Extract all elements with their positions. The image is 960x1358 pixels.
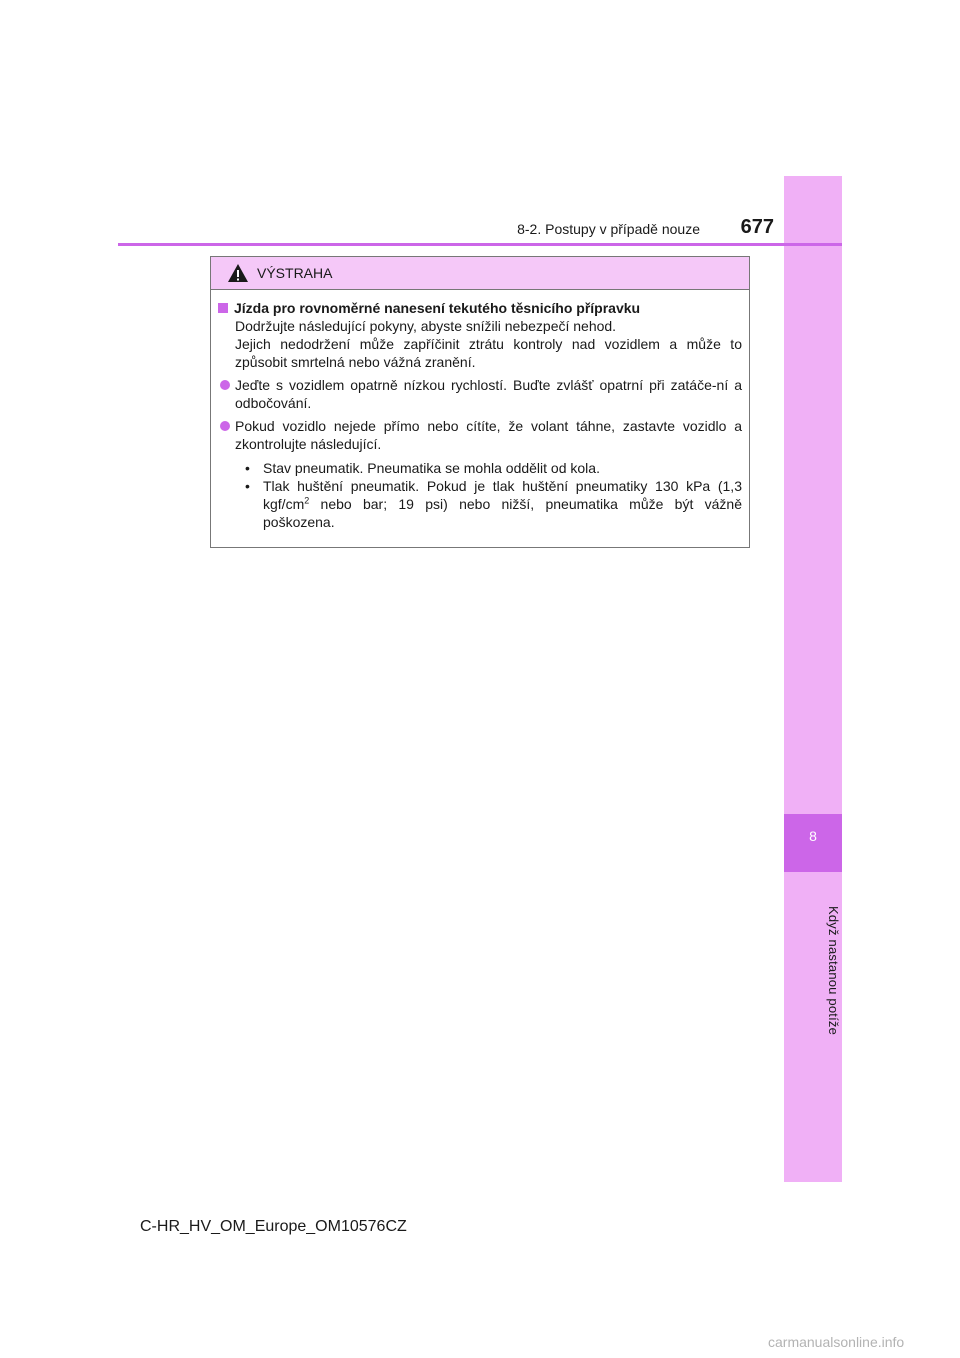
subitem-text: Stav pneumatik. Pneumatika se mohla oddělit od kola. — [263, 460, 600, 476]
warning-bullet — [218, 417, 742, 453]
warning-intro-1: Dodržujte následující pokyny, abyste snížili nebezpečí nehod. — [235, 318, 617, 334]
subitem-text — [263, 477, 742, 531]
warning-header — [211, 257, 749, 290]
watermark: carmanualsonline.info — [768, 1334, 905, 1350]
warning-triangle-icon — [227, 263, 249, 283]
chapter-title: Když nastanou potíže — [826, 906, 841, 1036]
superscript: 2 — [304, 495, 310, 506]
warning-box — [210, 256, 750, 548]
warning-bullet — [218, 376, 742, 412]
document-code: C-HR_HV_OM_Europe_OM10576CZ — [140, 1218, 407, 1235]
warning-subtitle-text: Jízda pro rovnoměrné nanesení tekutého těsnicího přípravku — [234, 300, 641, 316]
round-bullet-icon — [220, 421, 230, 431]
header-divider — [118, 243, 842, 246]
warning-subitem — [245, 477, 742, 531]
warning-bullet-text: Jeďte s vozidlem opatrně nízkou rychlostí. Buďte zvlášť opatrní při zatáče-ní a odbočování. — [235, 377, 742, 411]
chapter-number: 8 — [809, 828, 817, 844]
warning-body — [211, 290, 749, 531]
subitem-marker: • — [245, 478, 250, 494]
warning-subtitle — [218, 299, 742, 317]
subitem-text-part: nebo bar; 19 psi) nebo nižší, pneumatika může být vážně poškozena. — [263, 496, 742, 530]
warning-intro-2: Jejich nedodržení může zapříčinit ztrátu kontroly nad vozidlem a může to způsobit smrtelná nebo vážná zranění. — [235, 336, 742, 370]
square-bullet-icon — [218, 303, 228, 313]
section-title: 8-2. Postupy v případě nouze — [517, 221, 700, 237]
page-number: 677 — [740, 216, 774, 238]
subitem-text-part: Tlak huštění pneumatik. Pokud je tlak huštění pneumatiky 130 kPa (1,3 kgf/cm — [263, 478, 742, 512]
warning-subitem — [245, 459, 742, 477]
chapter-number-box — [784, 814, 842, 872]
round-bullet-icon — [220, 380, 230, 390]
chapter-side-tab — [784, 176, 842, 1182]
warning-subitem-list — [245, 459, 742, 531]
subitem-marker: • — [245, 460, 250, 476]
warning-bullet-text: Pokud vozidlo nejede přímo nebo cítíte, že volant táhne, zastavte vozidlo a zkontrolujte následující. — [235, 418, 742, 452]
warning-label: VÝSTRAHA — [257, 265, 333, 281]
